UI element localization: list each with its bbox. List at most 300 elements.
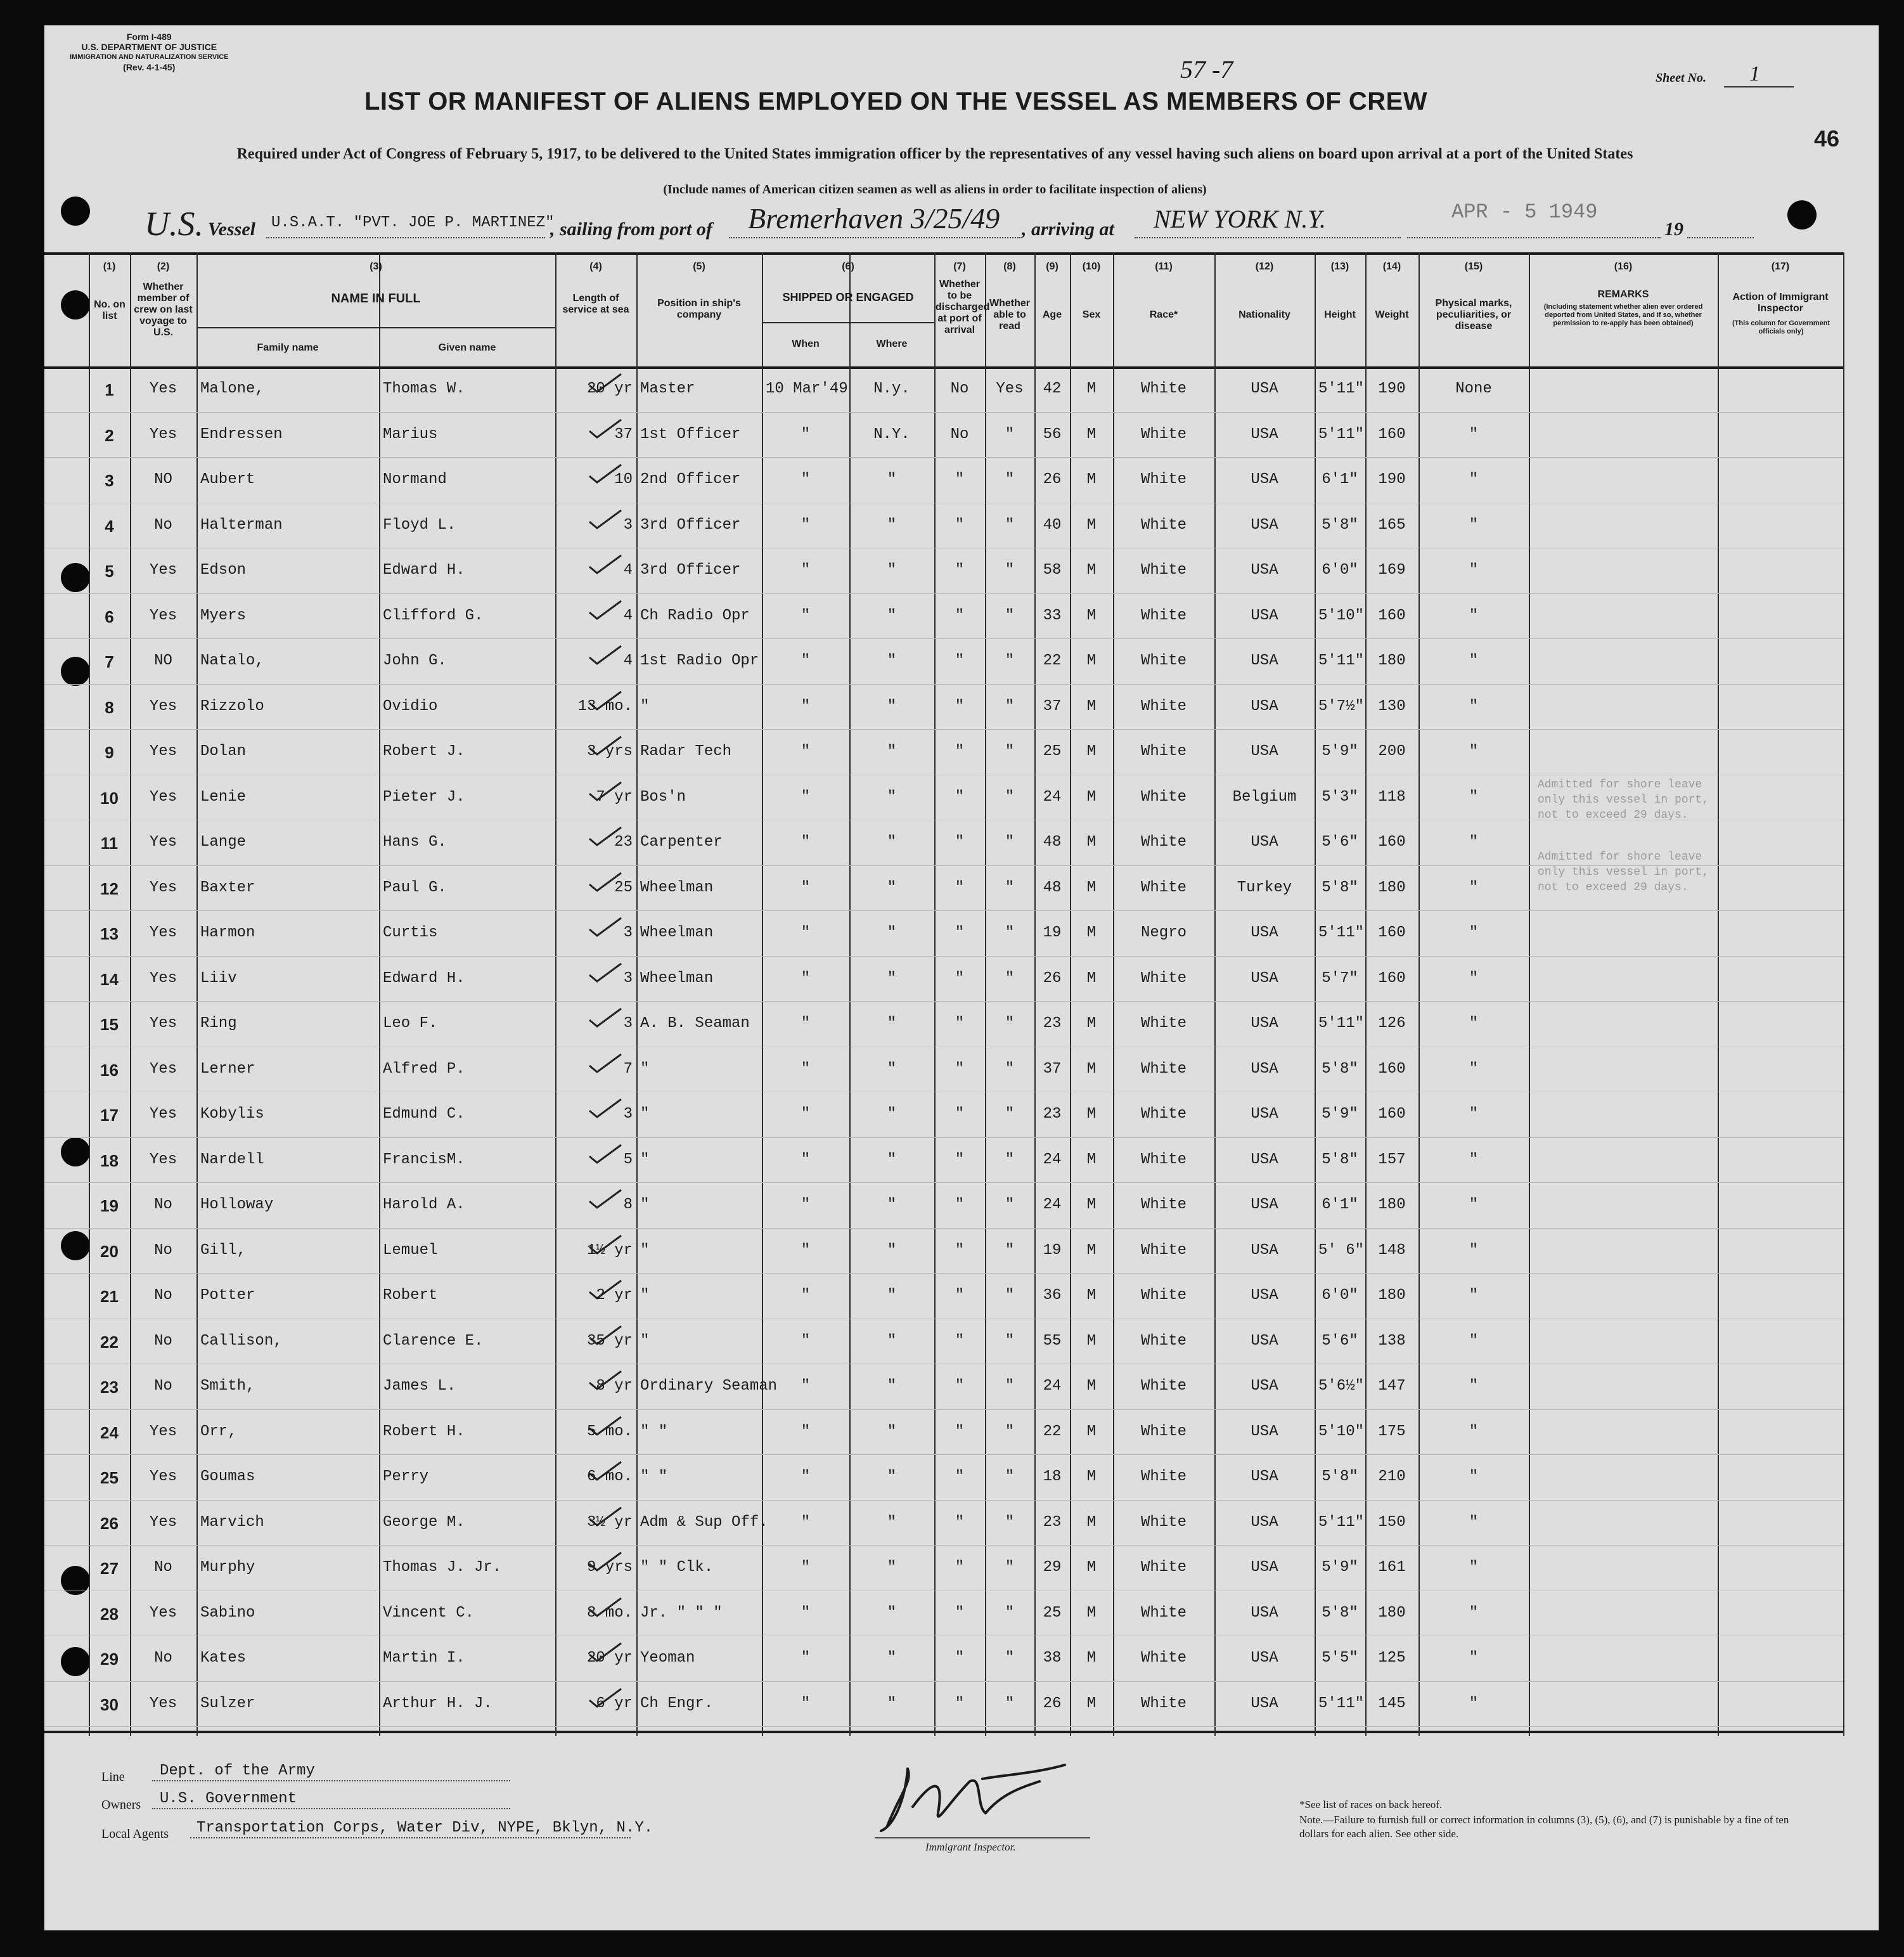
sex-cell: M [1086,1241,1097,1259]
last-voyage-cell: NO [154,471,172,488]
service-cell: 3 [623,924,633,941]
sex-cell: M [1086,969,1097,987]
race-cell: White [1140,516,1187,534]
service-cell: 37 [614,425,633,443]
check-mark-icon [587,645,624,666]
row-number: 2 [105,425,114,445]
given-name-cell: Edward H. [383,562,465,579]
punch-hole [1787,200,1817,229]
row-number: 23 [100,1378,119,1397]
race-cell: White [1140,1695,1187,1712]
given-name-cell: Curtis [383,924,438,941]
race-cell: White [1140,1559,1187,1576]
shipped-when-cell: " [801,1423,811,1440]
height-cell: 5'8" [1322,1468,1358,1485]
weight-cell: 160 [1378,924,1406,941]
nationality-cell: USA [1251,562,1278,579]
races-note: *See list of races on back hereof. [1299,1799,1443,1811]
family-name-cell: Edson [200,562,247,579]
shipped-where-cell: " [887,697,897,715]
position-cell: " [640,1196,650,1213]
read-cell: " [1005,471,1015,488]
col-divider [196,252,198,1736]
agents-label: Local Agents [101,1827,169,1841]
shipped-when-cell: " [801,516,811,534]
check-mark-icon [587,1416,624,1437]
age-cell: 29 [1043,1559,1062,1576]
nationality-cell: USA [1251,1332,1278,1350]
col-divider [89,252,90,1736]
col-header-marks: Physical marks, peculiarities, or disease [1435,298,1512,332]
race-cell: Negro [1140,924,1187,941]
sex-cell: M [1086,652,1097,669]
arriving-underline [1135,237,1401,238]
height-cell: 5'8" [1322,879,1358,896]
nationality-cell: USA [1251,1378,1278,1395]
nationality-cell: USA [1251,380,1278,397]
remark-row-10: Admitted for shore leave only this vessel in port, not to exceed 29 days. [1538,778,1709,822]
last-voyage-cell: No [154,1196,172,1213]
marks-cell: " [1469,1332,1479,1350]
race-cell: White [1140,1196,1187,1213]
marks-cell: " [1469,1604,1479,1622]
height-cell: 5'5" [1322,1650,1358,1667]
sex-cell: M [1086,879,1097,896]
vessel-label: Vessel [208,219,255,240]
age-cell: 24 [1043,1378,1062,1395]
position-cell: " [640,1151,650,1168]
last-voyage-cell: Yes [149,743,177,760]
sex-cell: M [1086,1196,1097,1213]
col-num: (13) [1330,261,1349,272]
service-cell: 8 yr [596,1378,633,1395]
family-name-cell: Myers [200,607,247,624]
col-header-remarks-sub: (Including statement whether alien ever ordered deported from United States, and if so, whether permission to re-apply has been obtained) [1543,303,1703,327]
weight-cell: 180 [1378,879,1406,896]
weight-cell: 160 [1378,1106,1406,1123]
check-mark-icon [587,872,624,893]
read-cell: " [1005,1559,1015,1576]
given-name-cell: Lemuel [383,1241,438,1259]
col-num: (6) [842,261,854,272]
row-number: 20 [100,1241,119,1261]
nationality-cell: USA [1251,1106,1278,1123]
race-cell: White [1140,1468,1187,1485]
table-top-rule [44,252,1843,255]
weight-cell: 160 [1378,969,1406,987]
marks-cell: " [1469,1423,1479,1440]
shipped-where-cell: " [887,471,897,488]
service-cell: 6 mo. [586,1468,633,1485]
age-cell: 25 [1043,743,1062,760]
weight-cell: 157 [1378,1151,1406,1168]
family-name-cell: Gill, [200,1241,247,1259]
col-header-last-voyage: Whether member of crew on last voyage to U.S. [134,281,193,338]
race-cell: White [1140,1287,1187,1304]
position-cell: " [640,697,650,715]
last-voyage-cell: Yes [149,1015,177,1032]
service-cell: 20 yr [586,380,633,397]
check-mark-icon [587,463,624,485]
col-num: (7) [953,261,966,272]
position-cell: " [640,1241,650,1259]
service-cell: 3 [623,1106,633,1123]
check-mark-icon [587,1370,624,1392]
last-voyage-cell: No [154,1332,172,1350]
given-name-cell: Pieter J. [383,788,465,806]
check-mark-icon [587,1234,624,1256]
service-cell: 8 [623,1196,633,1213]
row-number: 15 [100,1015,119,1034]
position-cell: Bos'n [640,788,686,806]
given-name-cell: Perry [383,1468,429,1485]
include-note: (Include names of American citizen seamen as well as aliens in order to facilitate inspection of aliens) [663,183,1207,197]
height-cell: 5'9" [1322,743,1358,760]
family-name-cell: Lenie [200,788,247,806]
col-divider [1113,252,1114,1736]
col-header-inspector-sub: (This column for Government officials only) [1732,320,1830,335]
read-cell: " [1005,1604,1015,1622]
last-voyage-cell: No [154,1650,172,1667]
col-num: (1) [103,261,116,272]
discharged-cell: " [955,788,965,806]
shipped-where-cell: " [887,1695,897,1712]
height-cell: 6'0" [1322,1287,1358,1304]
col-header-family: Family name [257,342,319,353]
position-cell: A. B. Seaman [640,1015,750,1032]
shipped-where-cell: " [887,924,897,941]
weight-cell: 147 [1378,1378,1406,1395]
discharged-cell: " [955,1287,965,1304]
last-voyage-cell: No [154,1559,172,1576]
age-cell: 56 [1043,425,1062,443]
marks-cell: " [1469,834,1479,851]
check-mark-icon [587,917,624,938]
service-cell: 3 yrs [586,743,633,760]
race-cell: White [1140,1513,1187,1531]
shipped-where-cell: " [887,1604,897,1622]
height-cell: 5'11" [1318,652,1365,669]
height-cell: 6'0" [1322,562,1358,579]
position-cell: Carpenter [640,834,723,851]
read-cell: " [1005,1650,1015,1667]
family-name-cell: Potter [200,1287,255,1304]
sheet-number: 1 [1749,62,1760,86]
height-cell: 5'11" [1318,380,1365,397]
position-cell: Ordinary Seaman [640,1378,778,1395]
ruled-line [44,1137,1843,1138]
read-cell: " [1005,743,1015,760]
shipped-when-cell: " [801,743,811,760]
sex-cell: M [1086,1513,1097,1531]
age-cell: 58 [1043,562,1062,579]
given-name-cell: Leo F. [383,1015,438,1032]
height-cell: 5'11" [1318,1015,1365,1032]
col-header-when: When [792,339,820,349]
shipped-when-cell: " [801,697,811,715]
given-name-cell: Floyd L. [383,516,456,534]
last-voyage-cell: Yes [149,1423,177,1440]
shipped-when-cell: " [801,879,811,896]
margin-us-mark: U.S. [145,205,203,243]
check-mark-icon [587,781,624,803]
discharged-cell: " [955,1241,965,1259]
shipped-when-cell: " [801,1513,811,1531]
marks-cell: " [1469,562,1479,579]
shipped-when-cell: " [801,1106,811,1123]
row-number: 8 [105,697,114,717]
sex-cell: M [1086,1060,1097,1078]
col-num: (4) [589,261,602,272]
read-cell: " [1005,1378,1015,1395]
race-cell: White [1140,1650,1187,1667]
weight-cell: 190 [1378,380,1406,397]
discharged-cell: " [955,1513,965,1531]
row-number: 17 [100,1106,119,1125]
shipped-when-cell: " [801,1151,811,1168]
position-cell: 2nd Officer [640,471,741,488]
last-voyage-cell: Yes [149,1151,177,1168]
col-header-no: No. on list [94,299,125,321]
col-num: (9) [1046,261,1058,272]
sex-cell: M [1086,1695,1097,1712]
check-mark-icon [587,1642,624,1663]
race-cell: White [1140,562,1187,579]
service-cell: 8 mo. [586,1604,633,1622]
weight-cell: 175 [1378,1423,1406,1440]
ruled-line [44,1681,1843,1682]
position-cell: Jr. " " " [640,1604,723,1622]
service-cell: 10 [614,471,633,488]
last-voyage-cell: Yes [149,562,177,579]
service-cell: 3½ yr [586,1513,633,1531]
sex-cell: M [1086,1559,1097,1576]
check-mark-icon [587,1189,624,1210]
read-cell: " [1005,1060,1015,1078]
col-header-service: Length of service at sea [562,293,629,315]
race-cell: White [1140,743,1187,760]
row-number: 6 [105,607,114,626]
marks-cell: " [1469,1060,1479,1078]
marks-cell: " [1469,1650,1479,1667]
sheet-label: Sheet No. [1656,71,1706,85]
position-cell: " " Clk. [640,1559,714,1576]
last-voyage-cell: Yes [149,1468,177,1485]
read-cell: " [1005,1241,1015,1259]
last-voyage-cell: Yes [149,1106,177,1123]
family-name-cell: Holloway [200,1196,274,1213]
nationality-cell: USA [1251,1650,1278,1667]
weight-cell: 160 [1378,834,1406,851]
read-cell: " [1005,1196,1015,1213]
col-num: (16) [1614,261,1633,272]
shipped-when-cell: " [801,834,811,851]
marks-cell: " [1469,879,1479,896]
family-name-cell: Lange [200,834,247,851]
last-voyage-cell: Yes [149,607,177,624]
remark-row-12: Admitted for shore leave only this vessel in port, not to exceed 29 days. [1538,851,1709,894]
nationality-cell: USA [1251,1423,1278,1440]
row-number: 3 [105,471,114,490]
marks-cell: None [1455,380,1492,397]
height-cell: 5'9" [1322,1559,1358,1576]
row-number: 25 [100,1468,119,1487]
sex-cell: M [1086,924,1097,941]
given-name-cell: Ovidio [383,697,438,715]
given-name-cell: Harold A. [383,1196,465,1213]
marks-cell: " [1469,1559,1479,1576]
service-cell: 7 [623,1060,633,1078]
height-cell: 5'11" [1318,924,1365,941]
marks-cell: " [1469,1287,1479,1304]
discharged-cell: " [955,924,965,941]
col-divider [1214,252,1216,1736]
age-cell: 24 [1043,1196,1062,1213]
marks-cell: " [1469,1151,1479,1168]
footer-note: Note.—Failure to furnish full or correct information in columns (3), (5), (6), and (7) is punishable by a fine of ten dollars for each alien. See other side. [1299,1814,1789,1840]
weight-cell: 200 [1378,743,1406,760]
check-mark-icon [587,1506,624,1528]
shipped-where-cell: " [887,1287,897,1304]
height-cell: 5'11" [1318,1695,1365,1712]
shipped-where-cell: N.Y. [873,425,910,443]
service-cell: 25 [614,879,633,896]
given-name-cell: Marius [383,425,438,443]
col-num: (5) [693,261,705,272]
last-voyage-cell: NO [154,652,172,669]
given-name-cell: Hans G. [383,834,447,851]
height-cell: 5'7" [1322,969,1358,987]
ruled-line [44,593,1843,594]
discharged-cell: " [955,879,965,896]
check-mark-icon [587,826,624,848]
year-underline [1687,237,1754,238]
shipped-where-cell: " [887,1513,897,1531]
check-mark-icon [587,1688,624,1709]
discharged-cell: " [955,834,965,851]
family-name-cell: Callison, [200,1332,283,1350]
discharged-cell: " [955,743,965,760]
age-cell: 18 [1043,1468,1062,1485]
owners-label: Owners [101,1798,141,1812]
check-mark-icon [587,690,624,712]
shipped-where-cell: " [887,1378,897,1395]
service-cell: 6 yr [596,1695,633,1712]
sex-cell: M [1086,743,1097,760]
family-name-cell: Harmon [200,924,255,941]
shipped-when-cell: " [801,788,811,806]
col-divider [1843,252,1844,1736]
age-cell: 22 [1043,652,1062,669]
ruled-line [44,684,1843,685]
service-cell: 23 [614,834,633,851]
col-header-remarks: REMARKS [1597,289,1649,300]
discharged-cell: " [955,697,965,715]
marks-cell: " [1469,1196,1479,1213]
read-cell: " [1005,652,1015,669]
family-name-cell: Dolan [200,743,247,760]
position-cell: Wheelman [640,924,714,941]
ruled-line [44,1228,1843,1229]
family-name-cell: Halterman [200,516,283,534]
height-cell: 5'3" [1322,788,1358,806]
col-divider [849,252,851,1736]
inspector-signature [875,1756,1077,1845]
family-name-cell: Aubert [200,471,255,488]
discharged-cell: " [955,471,965,488]
nationality-cell: USA [1251,1604,1278,1622]
read-cell: " [1005,1423,1015,1440]
shipped-when-cell: " [801,1559,811,1576]
last-voyage-cell: Yes [149,834,177,851]
row-number: 27 [100,1559,119,1578]
discharged-cell: " [955,607,965,624]
discharged-cell: No [950,380,969,397]
shipped-when-cell: " [801,607,811,624]
shipped-when-cell: " [801,471,811,488]
height-cell: 5'8" [1322,1604,1358,1622]
position-cell: " " [640,1423,668,1440]
row-number: 19 [100,1196,119,1215]
last-voyage-cell: No [154,1287,172,1304]
row-number: 5 [105,562,114,581]
check-mark-icon [587,1053,624,1075]
family-name-cell: Liiv [200,969,237,987]
row-number: 12 [100,879,119,898]
shipped-when-cell: " [801,1468,811,1485]
shipped-where-cell: " [887,1423,897,1440]
height-cell: 5' 6" [1318,1241,1365,1259]
shipped-when-cell: " [801,562,811,579]
race-cell: White [1140,1060,1187,1078]
marks-cell: " [1469,607,1479,624]
discharged-cell: " [955,1378,965,1395]
weight-cell: 138 [1378,1332,1406,1350]
marks-cell: " [1469,1106,1479,1123]
family-name-cell: Sulzer [200,1695,255,1712]
weight-cell: 180 [1378,1196,1406,1213]
service-cell: 35 yr [586,1332,633,1350]
height-cell: 5'8" [1322,1151,1358,1168]
shipped-where-cell: " [887,969,897,987]
crew-table [44,252,1843,1736]
service-cell: 3 [623,516,633,534]
check-mark-icon [587,554,624,576]
shipped-where-cell: " [887,788,897,806]
ruled-line [44,729,1843,730]
ruled-line [44,1409,1843,1410]
service-cell: 7 yr [596,788,633,806]
age-cell: 23 [1043,1015,1062,1032]
weight-cell: 126 [1378,1015,1406,1032]
height-cell: 5'8" [1322,516,1358,534]
shipped-subheader-rule [762,322,934,323]
col-num: (3) [370,261,382,272]
vessel-name: U.S.A.T. "PVT. JOE P. MARTINEZ" [271,214,555,231]
family-name-cell: Ring [200,1015,237,1032]
col-num: (2) [157,261,170,272]
owners-value: U.S. Government [160,1790,297,1807]
nationality-cell: USA [1251,1695,1278,1712]
shipped-when-cell: " [801,652,811,669]
check-mark-icon [587,1007,624,1029]
position-cell: 3rd Officer [640,562,741,579]
marks-cell: " [1469,652,1479,669]
read-cell: " [1005,697,1015,715]
discharged-cell: " [955,1695,965,1712]
row-number: 13 [100,924,119,943]
row-number: 16 [100,1060,119,1080]
